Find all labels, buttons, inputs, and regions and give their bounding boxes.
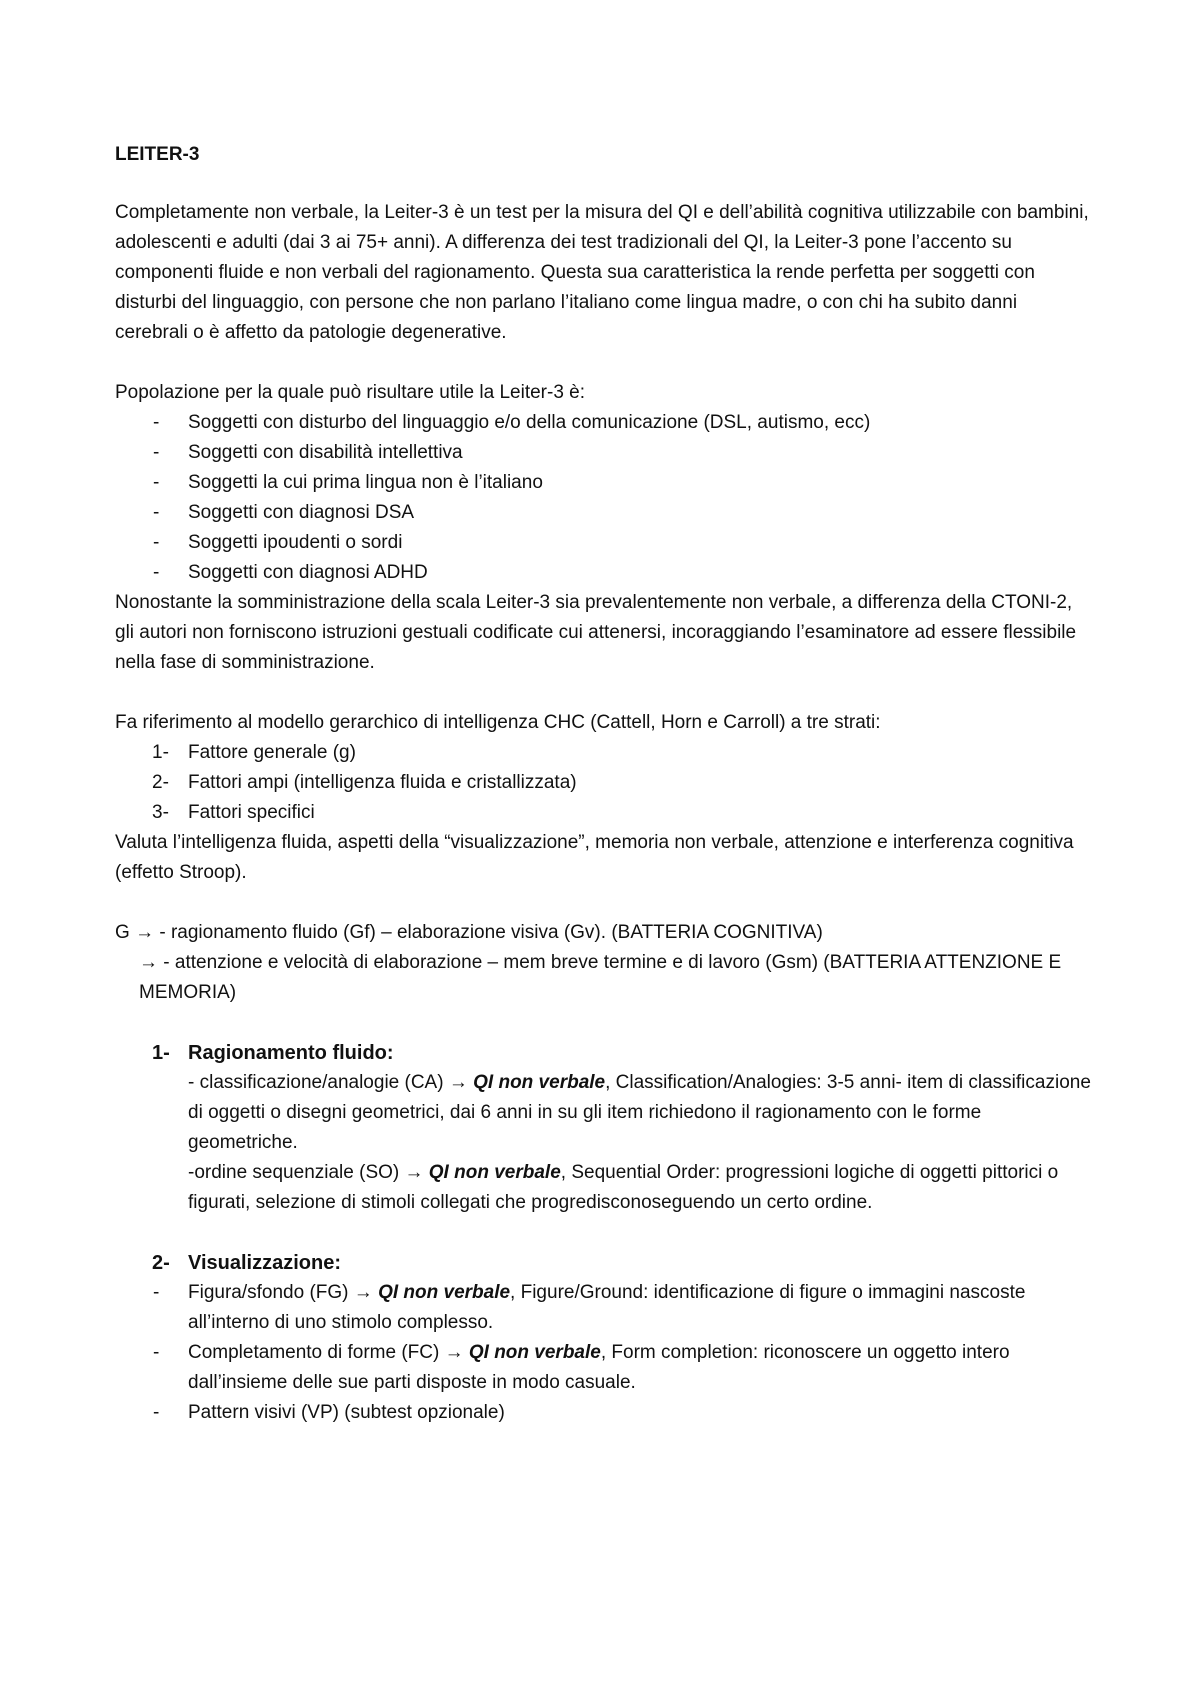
population-list (115, 408, 1095, 588)
arrow-right-icon: → (135, 922, 155, 943)
arrow-right-icon: → (444, 1342, 464, 1363)
administration-paragraph: Nonostante la somministrazione della scala Leiter-3 sia prevalentemente non verbale, a differenza della CTONI-2, gli autori non forniscono istruzioni gestuali codificate cui attenersi, incoraggiando l’esaminatore ad essere flessibile nella fase di somministrazione. (115, 592, 1077, 673)
g-line-2: → - attenzione e velocità di elaborazione – mem breve termine e di lavoro (Gsm) (BATTERIA ATTENZIONE E MEMORIA) (139, 952, 1062, 1003)
arrow-right-icon: → (139, 952, 158, 973)
document-title: LEITER-3 (115, 144, 200, 165)
model-list (115, 738, 1095, 828)
model-lead: Fa riferimento al modello gerarchico di intelligenza CHC (Cattell, Horn e Carroll) a tre strati: (115, 712, 881, 733)
section-fluid-reasoning (115, 1038, 1095, 1218)
list-item: 3- Fattori specifici (152, 802, 315, 823)
list-item: - Soggetti con diagnosi ADHD (153, 562, 428, 583)
arrow-right-icon: → (353, 1282, 373, 1303)
subtest-so: -ordine sequenziale (SO) → QI non verbale, Sequential Order: progressioni logiche di oggetti pittorici o figurati, selezione di stimoli collegati che progredisconoseguendo un certo ordine. (188, 1162, 1059, 1213)
list-item: - Soggetti con disabilità intellettiva (153, 442, 463, 463)
section-heading: 2- Visualizzazione: (152, 1252, 342, 1274)
section-visualization (115, 1248, 1095, 1428)
arrow-right-icon: → (404, 1162, 424, 1183)
list-item: - Figura/sfondo (FG) → QI non verbale, Figure/Ground: identificazione di figure o immagini nascoste all’interno di uno stimolo complesso. (153, 1282, 1026, 1333)
section-body (115, 1068, 1095, 1218)
g-line-1: G → - ragionamento fluido (Gf) – elaborazione visiva (Gv). (BATTERIA COGNITIVA) (115, 922, 823, 943)
intro-paragraph: Completamente non verbale, la Leiter-3 è un test per la misura del QI e dell’abilità cognitiva utilizzabile con bambini, adolescenti e adulti (dai 3 ai 75+ anni). A differenza dei test tradizionali del QI, la Leiter-3 pone l’accento su componenti fluide e non verbali del ragionamento. Questa sua caratteristica la rende perfetta per soggetti con disturbi del linguaggio, con persone che non parlano l’italiano come lingua madre, o con chi ha subito danni cerebrali o è affetto da patologie degenerative. (115, 202, 1089, 343)
section-heading: 1- Ragionamento fluido: (152, 1042, 394, 1064)
g-structure (115, 918, 1095, 1008)
subtest-ca: - classificazione/analogie (CA) → QI non verbale, Classification/Analogies: 3-5 anni- item di classificazione di oggetti o disegni geometrici, dai 6 anni in su gli item richiedono il ragionamento con le forme geometriche. (188, 1072, 1091, 1153)
population-lead: Popolazione per la quale può risultare utile la Leiter-3 è: (115, 382, 586, 403)
evaluates-paragraph: Valuta l’intelligenza fluida, aspetti della “visualizzazione”, memoria non verbale, attenzione e interferenza cognitiva (effetto Stroop). (115, 832, 1074, 883)
visualization-list (115, 1278, 1095, 1428)
list-item: - Soggetti ipoudenti o sordi (153, 532, 403, 553)
list-item: - Soggetti con disturbo del linguaggio e/o della comunicazione (DSL, autismo, ecc) (153, 412, 871, 433)
list-item: 1- Fattore generale (g) (152, 742, 356, 763)
document-body (115, 140, 1095, 1458)
list-item: - Soggetti la cui prima lingua non è l’italiano (153, 472, 543, 493)
list-item: 2- Fattori ampi (intelligenza fluida e cristallizzata) (152, 772, 577, 793)
arrow-right-icon: → (448, 1072, 468, 1093)
list-item: - Completamento di forme (FC) → QI non verbale, Form completion: riconoscere un oggetto intero dall’insieme delle sue parti disposte in modo casuale. (153, 1342, 1010, 1393)
list-item: - Pattern visivi (VP) (subtest opzionale) (153, 1402, 505, 1423)
list-item: - Soggetti con diagnosi DSA (153, 502, 415, 523)
